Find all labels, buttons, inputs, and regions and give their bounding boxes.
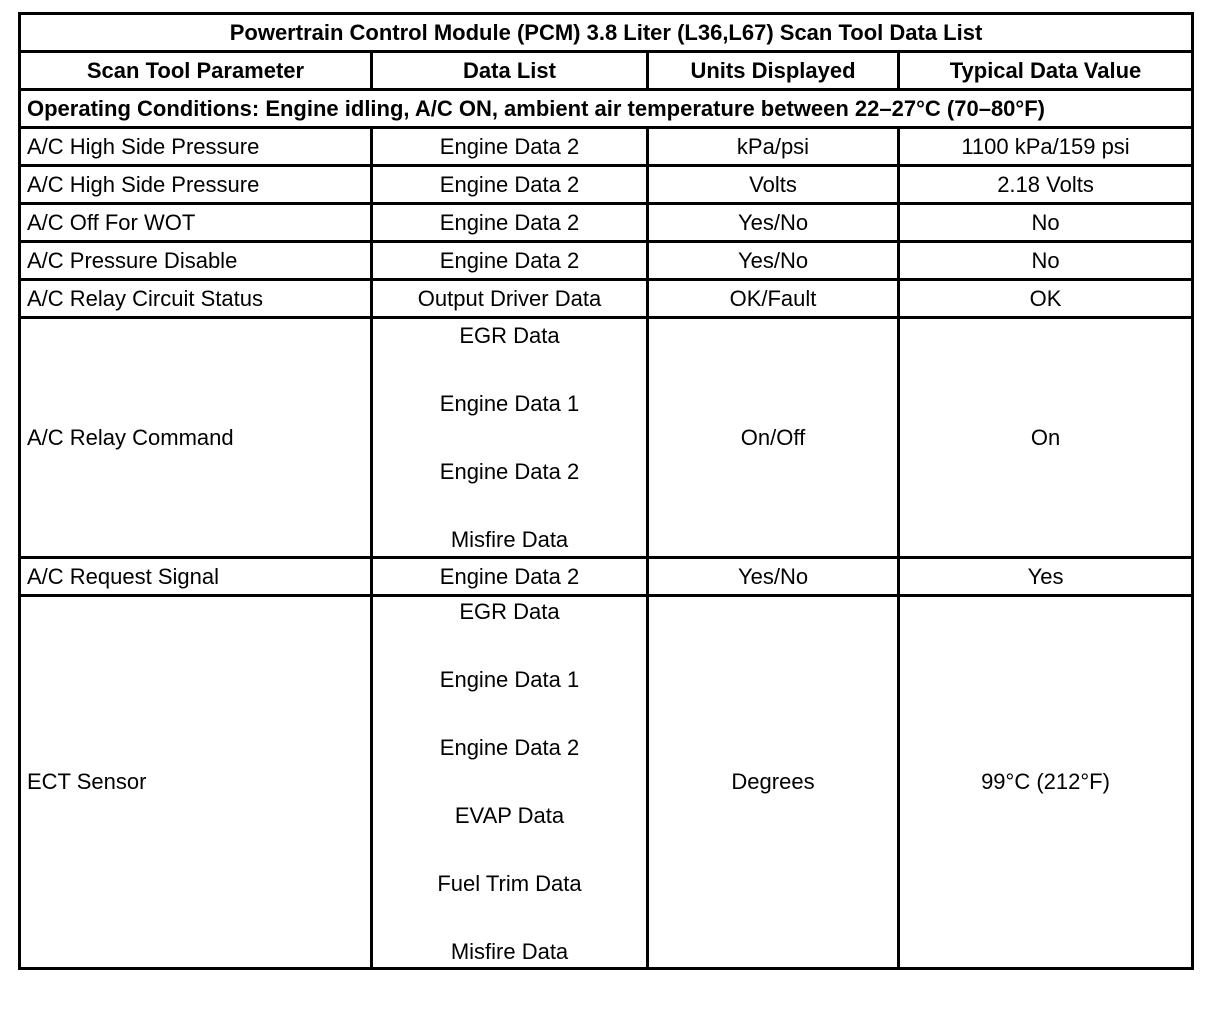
operating-conditions: Operating Conditions: Engine idling, A/C ON, ambient air temperature between 22–27°C (70–80°F) bbox=[20, 90, 1193, 128]
typical-value-cell: On bbox=[899, 318, 1193, 558]
table-row bbox=[20, 128, 1193, 166]
parameter-cell: A/C Off For WOT bbox=[20, 204, 372, 242]
parameter-cell: A/C Relay Circuit Status bbox=[20, 280, 372, 318]
data-list-cell bbox=[372, 318, 648, 558]
data-list-item: EGR Data bbox=[459, 322, 560, 348]
data-list-item: Engine Data 1 bbox=[439, 667, 580, 692]
data-list-cell: Engine Data 2 bbox=[372, 128, 648, 166]
data-list-item: Fuel Trim Data bbox=[437, 871, 582, 896]
units-cell: On/Off bbox=[648, 318, 899, 558]
data-list-cell: Output Driver Data bbox=[372, 280, 648, 318]
units-cell: Degrees bbox=[648, 596, 899, 969]
header-row bbox=[20, 52, 1193, 90]
data-list-cell: Engine Data 2 bbox=[372, 242, 648, 280]
table-row bbox=[20, 280, 1193, 318]
data-list-cell: Engine Data 2 bbox=[372, 166, 648, 204]
typical-value-cell: OK bbox=[899, 280, 1193, 318]
units-cell: Yes/No bbox=[648, 242, 899, 280]
table-row bbox=[20, 596, 1193, 969]
typical-value-cell: 1100 kPa/159 psi bbox=[899, 128, 1193, 166]
data-list-item: Engine Data 2 bbox=[439, 458, 580, 484]
table-row bbox=[20, 558, 1193, 596]
title-row bbox=[20, 14, 1193, 52]
header-scan-tool-parameter: Scan Tool Parameter bbox=[20, 52, 372, 90]
table-title: Powertrain Control Module (PCM) 3.8 Liter (L36,L67) Scan Tool Data List bbox=[20, 14, 1193, 52]
data-list-cell: Engine Data 2 bbox=[372, 204, 648, 242]
typical-value-cell: Yes bbox=[899, 558, 1193, 596]
table-row bbox=[20, 242, 1193, 280]
parameter-cell: A/C Request Signal bbox=[20, 558, 372, 596]
data-list-item: Misfire Data bbox=[450, 939, 569, 964]
data-list-item: EVAP Data bbox=[454, 803, 565, 828]
header-units-displayed: Units Displayed bbox=[648, 52, 899, 90]
data-list-item: Engine Data 2 bbox=[439, 735, 580, 760]
parameter-cell: A/C High Side Pressure bbox=[20, 166, 372, 204]
units-cell: OK/Fault bbox=[648, 280, 899, 318]
table-row bbox=[20, 318, 1193, 558]
table-row bbox=[20, 166, 1193, 204]
typical-value-cell: 99°C (212°F) bbox=[899, 596, 1193, 969]
units-cell: Yes/No bbox=[648, 204, 899, 242]
data-list-item: Misfire Data bbox=[450, 526, 569, 552]
typical-value-cell: No bbox=[899, 242, 1193, 280]
header-typical-data-value: Typical Data Value bbox=[899, 52, 1193, 90]
data-list-cell: Engine Data 2 bbox=[372, 558, 648, 596]
operating-conditions-row bbox=[20, 90, 1193, 128]
units-cell: Volts bbox=[648, 166, 899, 204]
data-list-item: EGR Data bbox=[459, 599, 560, 624]
table-row bbox=[20, 204, 1193, 242]
parameter-cell: A/C High Side Pressure bbox=[20, 128, 372, 166]
data-list-item: Engine Data 1 bbox=[439, 390, 580, 416]
scan-tool-data-table bbox=[18, 12, 1194, 970]
parameter-cell: ECT Sensor bbox=[20, 596, 372, 969]
typical-value-cell: 2.18 Volts bbox=[899, 166, 1193, 204]
data-list-cell bbox=[372, 596, 648, 969]
typical-value-cell: No bbox=[899, 204, 1193, 242]
parameter-cell: A/C Pressure Disable bbox=[20, 242, 372, 280]
parameter-cell: A/C Relay Command bbox=[20, 318, 372, 558]
header-data-list: Data List bbox=[372, 52, 648, 90]
units-cell: Yes/No bbox=[648, 558, 899, 596]
units-cell: kPa/psi bbox=[648, 128, 899, 166]
